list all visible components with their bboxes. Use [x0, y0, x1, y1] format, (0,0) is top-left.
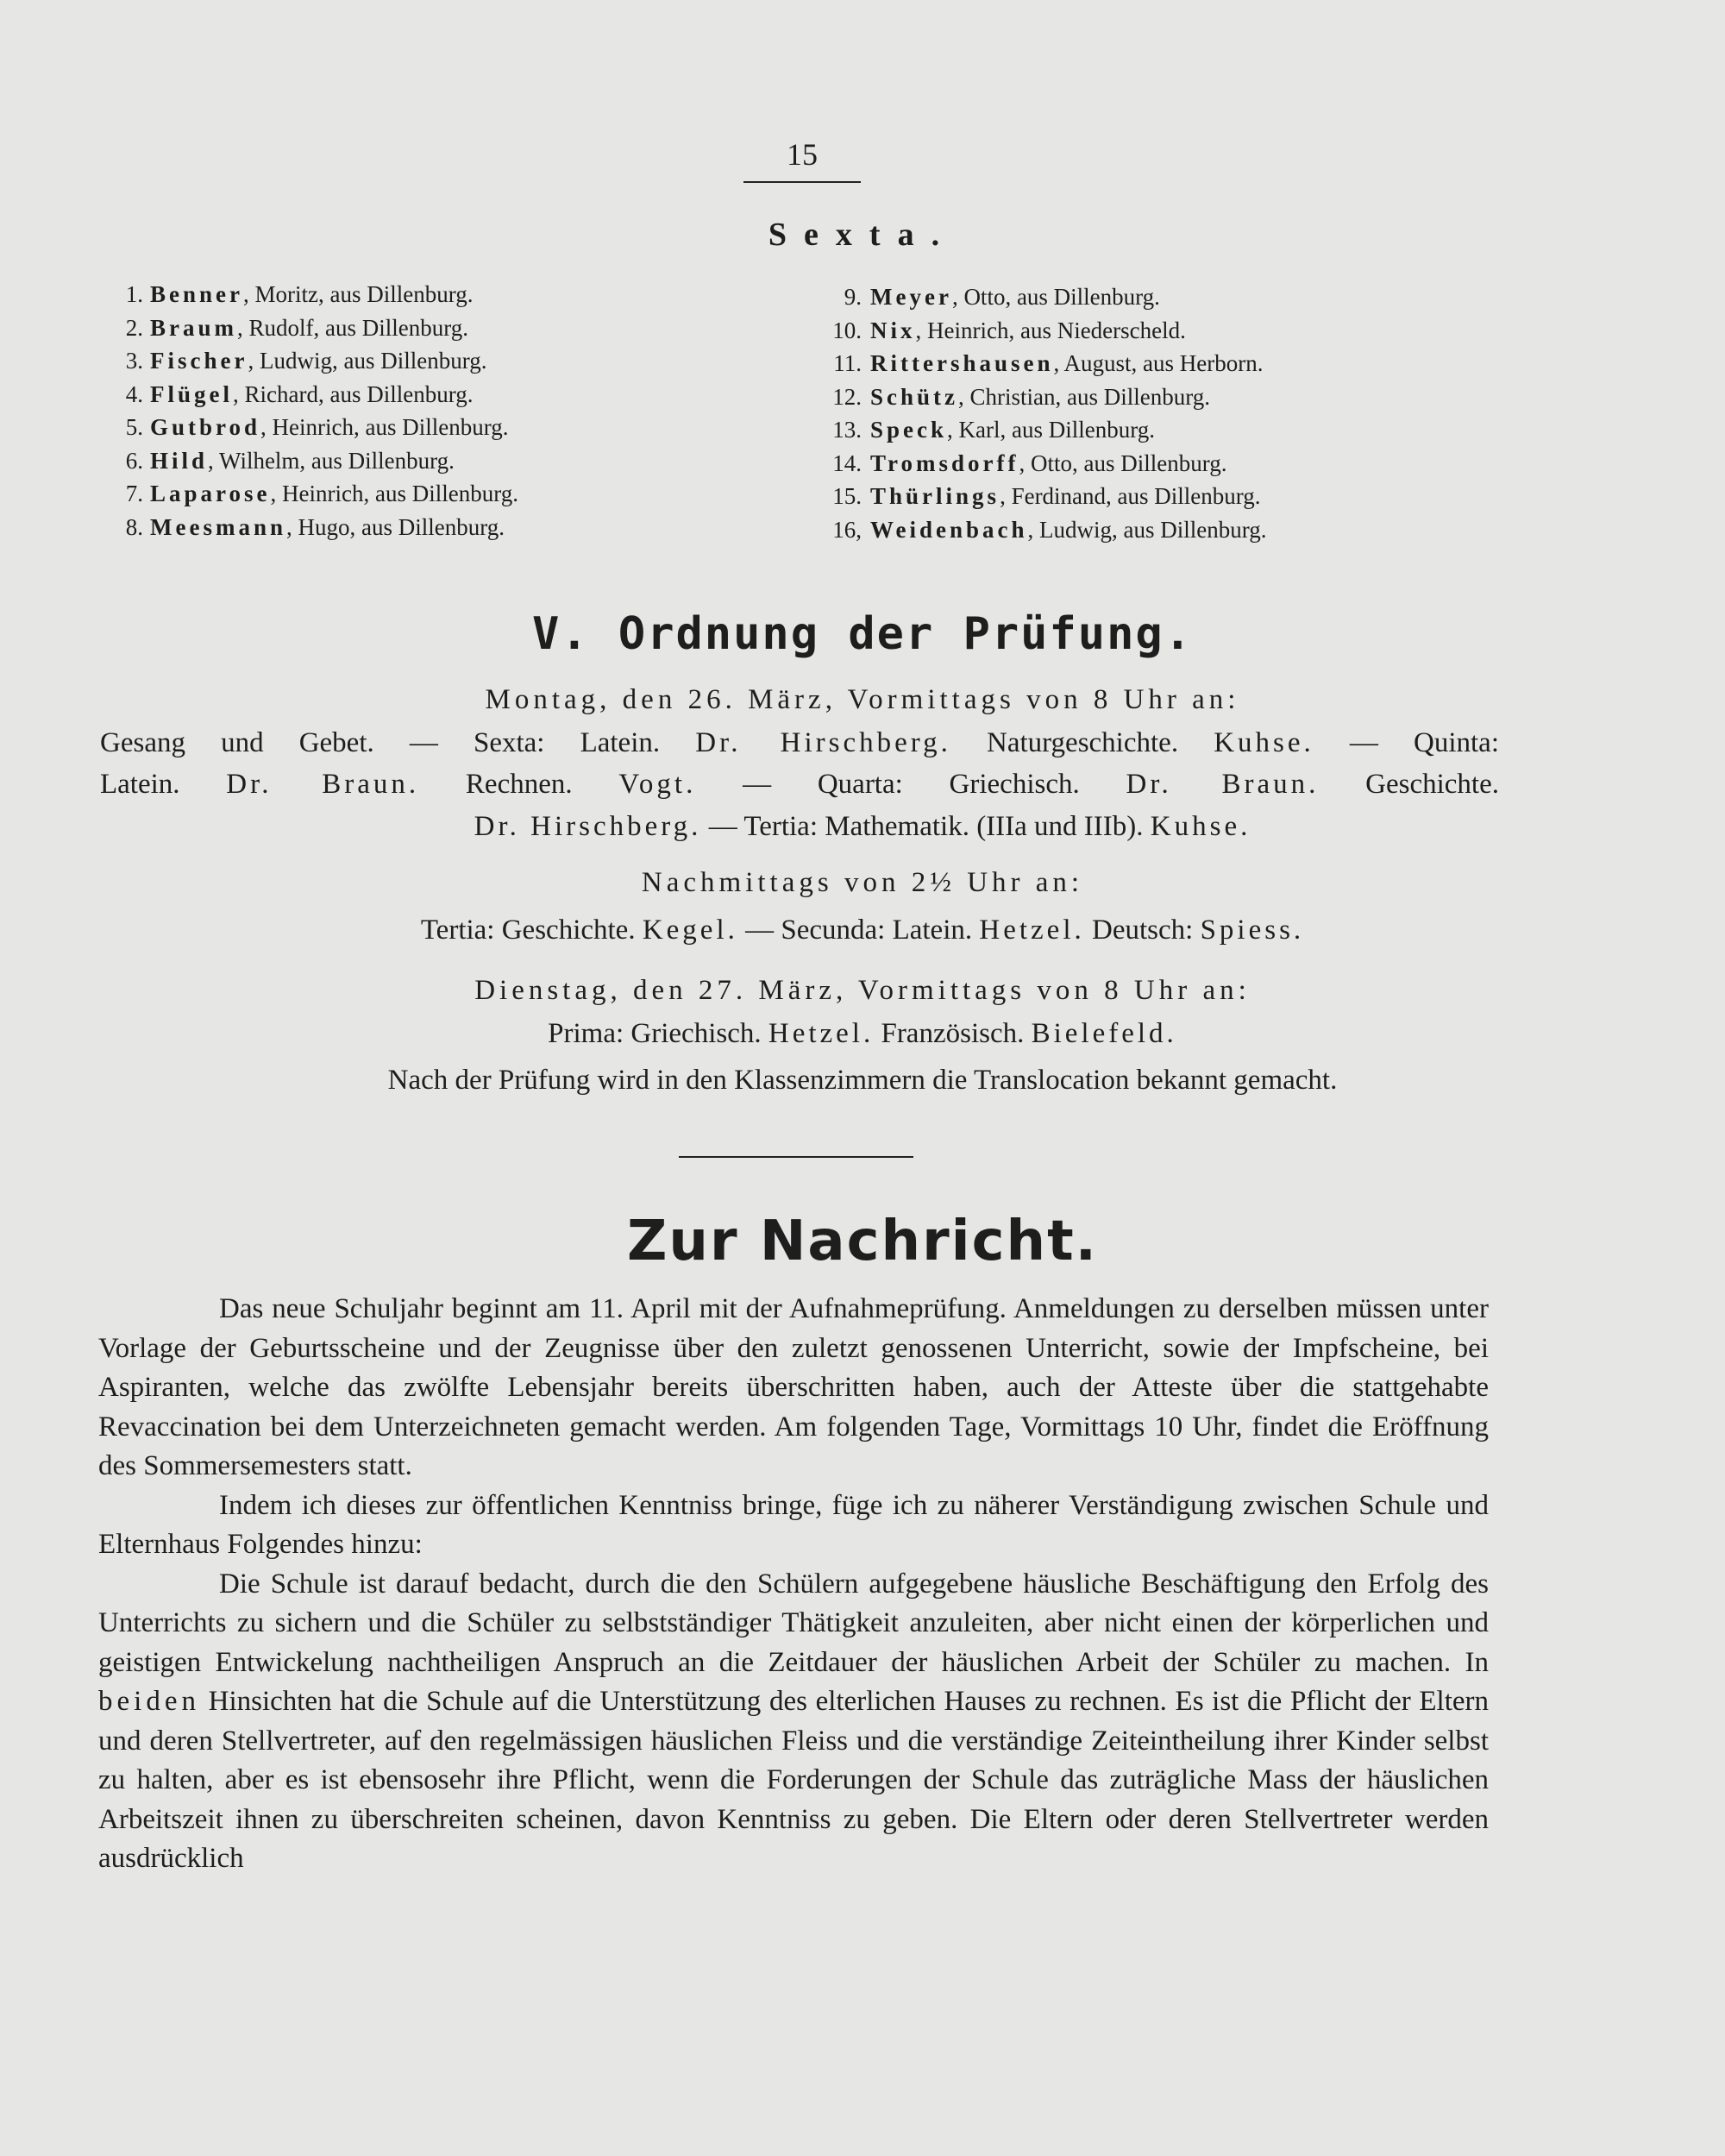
list-item: 10. Nix, Heinrich, aus Niederscheld.	[832, 317, 1186, 343]
schedule-tuesday-heading: Dienstag, den 27. März, Vormittags von 8 Uhr an:	[474, 975, 1251, 1006]
list-item: 12. Schütz, Christian, aus Dillenburg.	[832, 383, 1210, 410]
page-number: 15	[743, 136, 861, 183]
list-item: 5. Gutbrod, Heinrich, aus Dillenburg.	[125, 414, 509, 440]
schedule-line: Gesang und Gebet. — Sexta: Latein. Dr. Hirschberg. Naturgeschichte. Kuhse. — Quinta:	[100, 727, 1499, 758]
nachricht-body	[98, 1290, 1489, 1879]
section-heading-nachricht: Zur Nachricht.	[627, 1210, 1098, 1273]
list-item: 2. Braum, Rudolf, aus Dillenburg.	[125, 314, 468, 341]
list-item: 13. Speck, Karl, aus Dillenburg.	[832, 417, 1155, 443]
schedule-line: Dr. Hirschberg. — Tertia: Mathematik. (IIIa und IIIb). Kuhse.	[474, 811, 1251, 842]
list-item: 1. Benner, Moritz, aus Dillenburg.	[125, 281, 474, 307]
student-list-left	[119, 278, 518, 544]
list-item: 4. Flügel, Richard, aus Dillenburg.	[125, 380, 474, 407]
section-heading-pruefung: V. Ordnung der Prüfung.	[531, 608, 1194, 660]
paragraph: Indem ich dieses zur öffentlichen Kenntniss bringe, füge ich zu näherer Verständigung zwischen Schule und Elternhaus Folgendes hinzu:	[98, 1489, 1489, 1560]
list-item: 8. Meesmann, Hugo, aus Dillenburg.	[125, 513, 505, 540]
schedule-line: Prima: Griechisch. Hetzel. Französisch. Bielefeld.	[548, 1018, 1177, 1049]
section-divider	[679, 1156, 913, 1158]
list-item: 3. Fischer, Ludwig, aus Dillenburg.	[125, 348, 487, 374]
paragraph: Die Schule ist darauf bedacht, durch die den Schülern aufgegebene häusliche Beschäftigung den Erfolg des Unterrichts zu sichern und die Schüler zu selbstständiger Thätigkeit anzuleiten, aber nicht einen der körperlichen und geistigen Entwickelung nachtheiligen Anspruch an die Zeitdauer der häuslichen Arbeit der Schüler zu machen. In beiden Hinsichten hat die Schule auf die Unterstützung des elterlichen Hauses zu rechnen. Es ist die Pflicht der Eltern und deren Stellvertreter, auf den regelmässigen häuslichen Fleiss und die verständige Zeiteintheilung ihrer Kinder selbst zu halten, aber es ist ebensosehr ihre Pflicht, wenn die Forderungen der Schule das zuträgliche Mass der häuslichen Arbeitszeit ihnen zu überschreiten scheinen, davon Kenntniss zu geben. Die Eltern oder deren Stellvertreter werden ausdrücklich	[98, 1568, 1489, 1874]
schedule-afternoon-heading: Nachmittags von 2½ Uhr an:	[641, 867, 1084, 898]
list-item: 7. Laparose, Heinrich, aus Dillenburg.	[125, 481, 518, 506]
paragraph: Das neue Schuljahr beginnt am 11. April mit der Aufnahmeprüfung. Anmeldungen zu derselben müssen unter Vorlage der Geburtsscheine und der Zeugnisse über den zuletzt genossenen Unterricht, sowie der Impfscheine, bei Aspiranten, welche das zwölfte Lebensjahr bereits überschritten haben, auch der Atteste über die stattgehabte Revaccination bei dem Unterzeichneten gemacht werden. Am folgenden Tage, Vormittags 10 Uhr, findet die Eröffnung des Sommersemesters statt.	[98, 1293, 1489, 1481]
sexta-heading: Sexta.	[768, 217, 957, 253]
schedule-line: Latein. Dr. Braun. Rechnen. Vogt. — Quarta: Griechisch. Dr. Braun. Geschichte.	[100, 769, 1499, 800]
list-item: 14. Tromsdorff, Otto, aus Dillenburg.	[832, 449, 1227, 476]
schedule-closing-note: Nach der Prüfung wird in den Klassenzimmern die Translocation bekannt gemacht.	[387, 1065, 1338, 1096]
schedule-line: Tertia: Geschichte. Kegel. — Secunda: Latein. Hetzel. Deutsch: Spiess.	[420, 915, 1305, 946]
list-item: 11. Rittershausen, August, aus Herborn.	[833, 350, 1264, 376]
list-item: 6. Hild, Wilhelm, aus Dillenburg.	[125, 447, 455, 474]
list-item: 16, Weidenbach, Ludwig, aus Dillenburg.	[832, 516, 1267, 543]
list-item: 15. Thürlings, Ferdinand, aus Dillenburg.	[832, 483, 1261, 509]
list-item: 9. Meyer, Otto, aus Dillenburg.	[844, 284, 1160, 310]
student-list-right	[824, 280, 1267, 546]
schedule-monday-heading: Montag, den 26. März, Vormittags von 8 Uhr an:	[485, 684, 1240, 715]
